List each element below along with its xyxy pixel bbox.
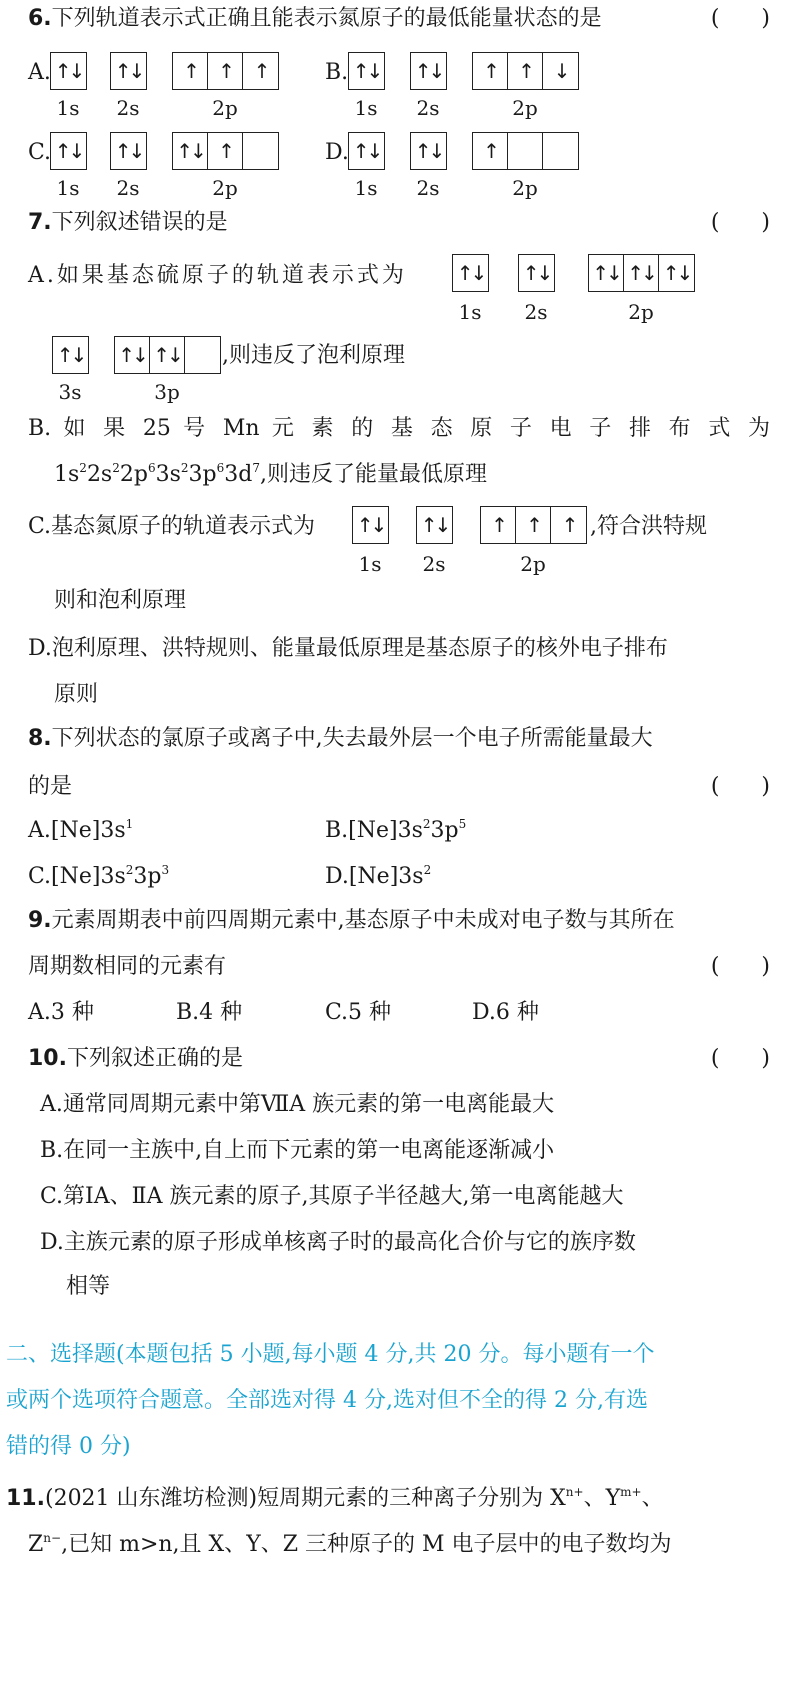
q7-option-a-text: A.如果基态硫原子的轨道表示式为: [28, 263, 407, 288]
label-3s: 3s: [58, 380, 82, 404]
q7-a-2p-box: ↑↓ ↑↓ ↑↓: [588, 254, 695, 292]
q6-answer-paren: ( ): [710, 6, 770, 31]
q10-answer-paren: ( ): [710, 1046, 770, 1071]
q6-option-c-letter: C.: [28, 140, 52, 165]
q11-stem-line2: $Z^{n-}$,已知 m>n,且 X、Y、Z 三种原子的 M 电子层中的电子数均为: [28, 1531, 672, 1557]
q8-option-b: $B.[Ne]3s^23p^5$: [325, 817, 467, 843]
q7-option-d-line2: 原则: [54, 682, 99, 707]
q6-c-2s-box: ↑↓: [110, 132, 147, 170]
label-2p: 2p: [212, 176, 238, 200]
q11-stem-line1: 11.(2021 山东潍坊检测)短周期元素的三种离子分别为 $X^{n+}$、$Y^{m+}$、: [6, 1485, 664, 1511]
q10-option-c: C.第ⅠA、ⅡA 族元素的原子,其原子半径越大,第一电离能越大: [40, 1184, 624, 1209]
q7-c-2p-box: ↑ ↑ ↑: [480, 506, 587, 544]
label-1s: 1s: [56, 96, 80, 120]
q6-b-2p-box: ↑ ↑ ↓: [472, 52, 579, 90]
label-1s: 1s: [354, 176, 378, 200]
q6-c-1s-box: ↑↓: [50, 132, 87, 170]
q9-option-c: C.5 种: [325, 1000, 392, 1025]
q7-a-3p-box: ↑↓ ↑↓: [114, 336, 221, 374]
section-2-heading-line1: 二、选择题(本题包括 5 小题,每小题 4 分,共 20 分。每小题有一个: [6, 1342, 655, 1367]
q8-answer-paren: ( ): [710, 774, 770, 799]
q6-stem: 6.下列轨道表示式正确且能表示氮原子的最低能量状态的是: [28, 6, 602, 31]
section-2-heading-line3: 错的得 0 分): [6, 1434, 131, 1459]
q6-b-2s-box: ↑↓: [410, 52, 447, 90]
q7-option-a-tail: ,则违反了泡利原理: [222, 343, 405, 368]
q7-a-1s-box: ↑↓: [452, 254, 489, 292]
q9-stem-line2: 周期数相同的元素有: [28, 954, 227, 979]
q9-option-b: B.4 种: [176, 1000, 243, 1025]
label-1s: 1s: [458, 300, 482, 324]
q7-option-b-config: $1s^22s^22p^63s^23p^63d^7$,则违反了能量最低原理: [54, 461, 488, 487]
label-2s: 2s: [422, 552, 446, 576]
q7-stem: 7.下列叙述错误的是: [28, 210, 228, 235]
label-2s: 2s: [416, 96, 440, 120]
q9-stem-line1: 9.元素周期表中前四周期元素中,基态原子中未成对电子数与其所在: [28, 908, 675, 933]
q6-d-2s-box: ↑↓: [410, 132, 447, 170]
q8-option-c: $C.[Ne]3s^23p^3$: [28, 863, 170, 889]
label-2p: 2p: [512, 96, 538, 120]
q10-stem: 10.下列叙述正确的是: [28, 1046, 243, 1071]
q7-a-2s-box: ↑↓: [518, 254, 555, 292]
q6-c-2p-box: ↑↓ ↑: [172, 132, 279, 170]
label-1s: 1s: [56, 176, 80, 200]
q10-option-b: B.在同一主族中,自上而下元素的第一电离能逐渐减小: [40, 1138, 555, 1163]
q7-option-c-text: C.基态氮原子的轨道表示式为: [28, 514, 316, 539]
label-2s: 2s: [416, 176, 440, 200]
q9-option-a: A.3 种: [28, 1000, 94, 1025]
label-2p: 2p: [512, 176, 538, 200]
q7-option-c-tail: ,符合洪特规: [590, 514, 707, 539]
q6-option-d-letter: D.: [325, 140, 349, 165]
q6-a-2p-box: ↑ ↑ ↑: [172, 52, 279, 90]
label-2p: 2p: [628, 300, 654, 324]
q7-option-d-line1: D.泡利原理、洪特规则、能量最低原理是基态原子的核外电子排布: [28, 636, 668, 661]
q6-d-1s-box: ↑↓: [348, 132, 385, 170]
label-2s: 2s: [116, 176, 140, 200]
q6-a-2s-box: ↑↓: [110, 52, 147, 90]
q10-option-d-line1: D.主族元素的原子形成单核离子时的最高化合价与它的族序数: [40, 1230, 636, 1255]
label-3p: 3p: [154, 380, 180, 404]
q10-option-a: A.通常同周期元素中第ⅦA 族元素的第一电离能最大: [40, 1092, 555, 1117]
q8-option-d: $D.[Ne]3s^2$: [325, 863, 432, 889]
label-2p: 2p: [520, 552, 546, 576]
q9-answer-paren: ( ): [710, 954, 770, 979]
label-1s: 1s: [358, 552, 382, 576]
q6-option-a-letter: A.: [28, 60, 51, 85]
q6-b-1s-box: ↑↓: [348, 52, 385, 90]
q7-option-b-line1: B. 如 果 25 号 Mn 元 素 的 基 态 原 子 电 子 排 布 式 为: [28, 416, 770, 441]
q7-a-3s-box: ↑↓: [52, 336, 89, 374]
label-1s: 1s: [354, 96, 378, 120]
q8-stem-line1: 8.下列状态的氯原子或离子中,失去最外层一个电子所需能量最大: [28, 726, 653, 751]
section-2-heading-line2: 或两个选项符合题意。全部选对得 4 分,选对但不全的得 2 分,有选: [6, 1388, 648, 1413]
q7-answer-paren: ( ): [710, 210, 770, 235]
q6-a-1s-box: ↑↓: [50, 52, 87, 90]
q8-stem-line2: 的是: [28, 774, 73, 799]
q6-d-2p-box: ↑: [472, 132, 579, 170]
q8-option-a: $A.[Ne]3s^1$: [28, 817, 134, 843]
label-2p: 2p: [212, 96, 238, 120]
q10-option-d-line2: 相等: [66, 1274, 111, 1299]
q7-c-2s-box: ↑↓: [416, 506, 453, 544]
q6-option-b-letter: B.: [325, 60, 349, 85]
label-2s: 2s: [524, 300, 548, 324]
q7-option-c-line2: 则和泡利原理: [54, 588, 187, 613]
q7-c-1s-box: ↑↓: [352, 506, 389, 544]
label-2s: 2s: [116, 96, 140, 120]
q9-option-d: D.6 种: [472, 1000, 539, 1025]
